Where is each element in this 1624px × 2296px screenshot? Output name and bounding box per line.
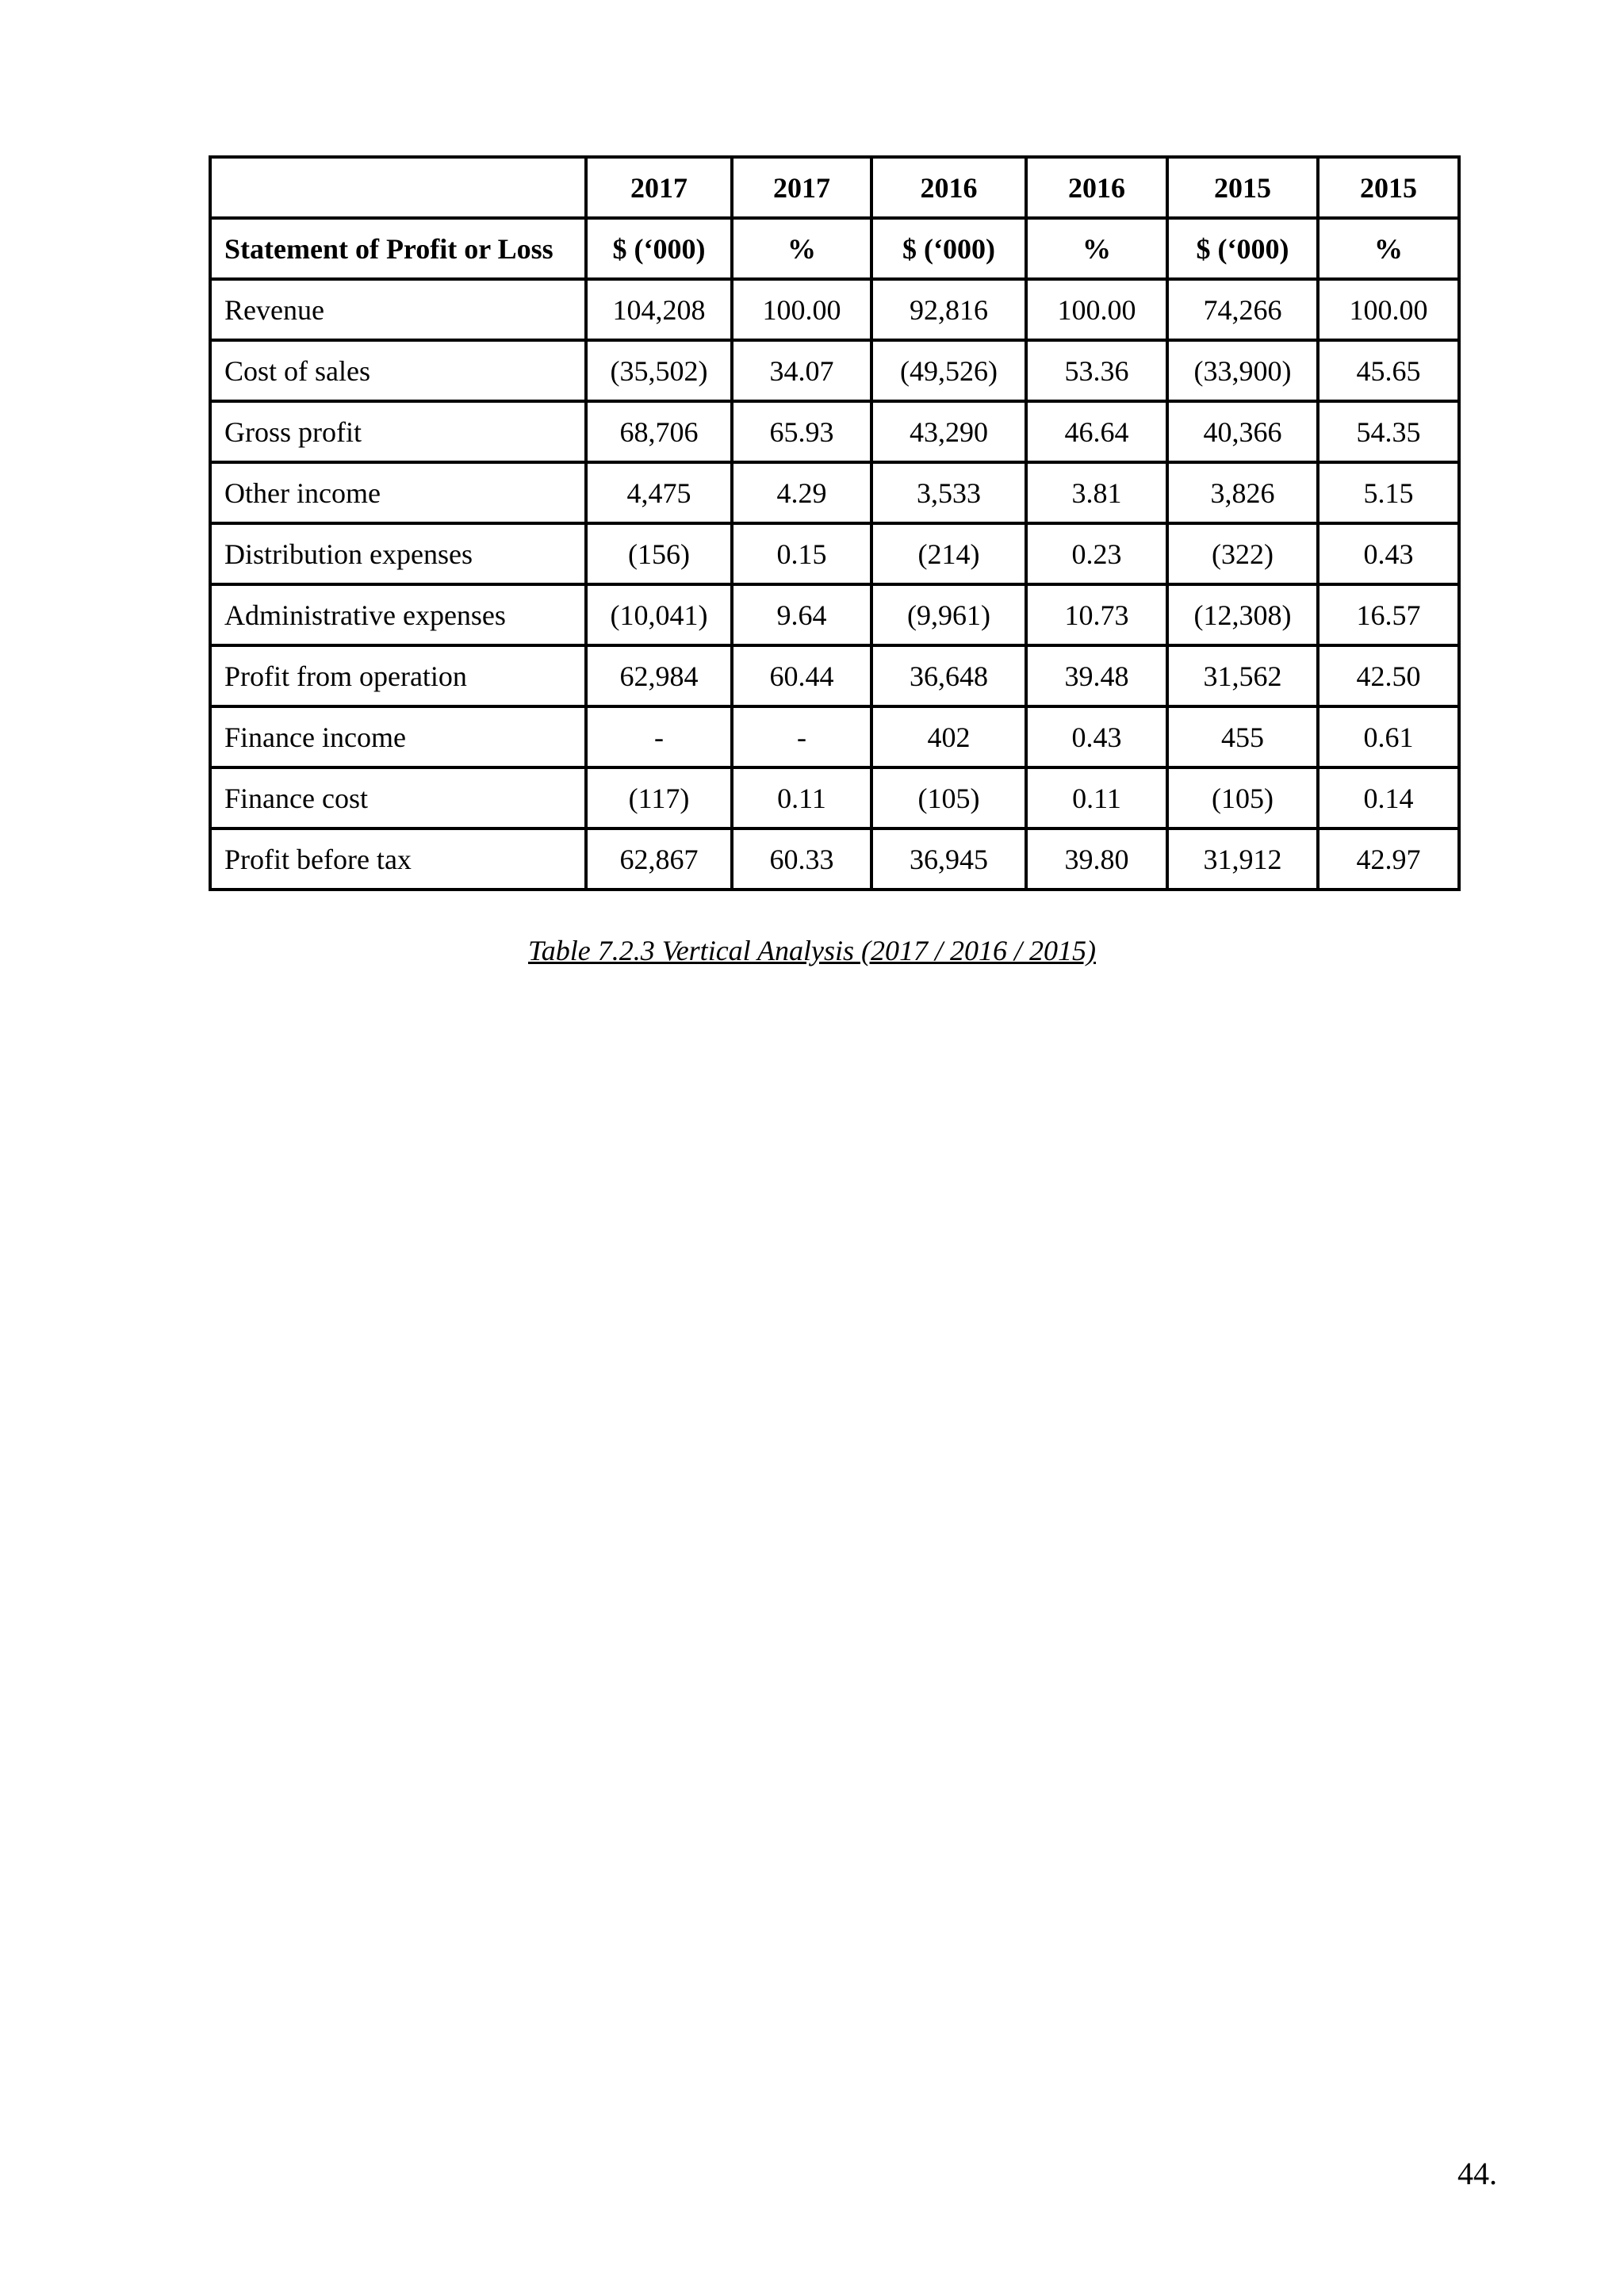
table-cell: 60.33 (732, 828, 871, 890)
row-label: Profit before tax (210, 828, 586, 890)
table-cell: (156) (586, 523, 732, 584)
header-cell: 2015 (1167, 157, 1318, 218)
table-cell: 0.11 (732, 767, 871, 828)
table-cell: 100.00 (1318, 279, 1459, 340)
table-caption: Table 7.2.3 Vertical Analysis (2017 / 2016 / 2015) (528, 935, 1096, 966)
table-body (210, 157, 1459, 890)
table-cell: 0.61 (1318, 706, 1459, 767)
row-label: Finance cost (210, 767, 586, 828)
unit-header-row (210, 218, 1459, 279)
table-cell: 100.00 (1026, 279, 1167, 340)
table-cell: 92,816 (871, 279, 1026, 340)
table-row (210, 645, 1459, 706)
table-cell: 74,266 (1167, 279, 1318, 340)
row-label: Profit from operation (210, 645, 586, 706)
header-cell: % (1026, 218, 1167, 279)
table-cell: 4,475 (586, 462, 732, 523)
header-cell: 2017 (732, 157, 871, 218)
table-cell: 45.65 (1318, 340, 1459, 401)
table-cell: 62,867 (586, 828, 732, 890)
table-row (210, 828, 1459, 890)
table-cell: 104,208 (586, 279, 732, 340)
table-row (210, 340, 1459, 401)
table-cell: - (732, 706, 871, 767)
table-cell: 68,706 (586, 401, 732, 462)
header-cell: 2017 (586, 157, 732, 218)
table-cell: 3,533 (871, 462, 1026, 523)
table-row (210, 462, 1459, 523)
row-label: Revenue (210, 279, 586, 340)
header-cell: % (732, 218, 871, 279)
table-cell: 36,648 (871, 645, 1026, 706)
table-cell: 39.48 (1026, 645, 1167, 706)
table-cell: 39.80 (1026, 828, 1167, 890)
header-cell: % (1318, 218, 1459, 279)
header-cell: $ (‘000) (1167, 218, 1318, 279)
table-cell: (9,961) (871, 584, 1026, 645)
table-cell: (12,308) (1167, 584, 1318, 645)
header-cell: 2015 (1318, 157, 1459, 218)
table-cell: 0.43 (1318, 523, 1459, 584)
table-cell: 455 (1167, 706, 1318, 767)
row-label: Cost of sales (210, 340, 586, 401)
row-label: Administrative expenses (210, 584, 586, 645)
table-cell: 4.29 (732, 462, 871, 523)
page-number: 44. (1457, 2156, 1497, 2191)
table-cell: 43,290 (871, 401, 1026, 462)
table-cell: 402 (871, 706, 1026, 767)
table-row (210, 401, 1459, 462)
table-cell: 0.14 (1318, 767, 1459, 828)
table-cell: 5.15 (1318, 462, 1459, 523)
table-cell: (105) (871, 767, 1026, 828)
table-cell: 36,945 (871, 828, 1026, 890)
table-cell: 0.43 (1026, 706, 1167, 767)
table-cell: 100.00 (732, 279, 871, 340)
table-cell: 46.64 (1026, 401, 1167, 462)
table-cell: 10.73 (1026, 584, 1167, 645)
table-cell: 9.64 (732, 584, 871, 645)
table-cell: 53.36 (1026, 340, 1167, 401)
table-cell: 60.44 (732, 645, 871, 706)
row-label: Gross profit (210, 401, 586, 462)
table-cell: (322) (1167, 523, 1318, 584)
table-cell: 16.57 (1318, 584, 1459, 645)
table-cell: 31,912 (1167, 828, 1318, 890)
table-cell: 0.11 (1026, 767, 1167, 828)
table-row (210, 706, 1459, 767)
table-cell: 40,366 (1167, 401, 1318, 462)
table-cell: (105) (1167, 767, 1318, 828)
table-cell: 42.50 (1318, 645, 1459, 706)
table-cell: 62,984 (586, 645, 732, 706)
table-cell: 42.97 (1318, 828, 1459, 890)
header-cell: 2016 (1026, 157, 1167, 218)
table-row (210, 584, 1459, 645)
table-cell: (117) (586, 767, 732, 828)
header-cell: $ (‘000) (586, 218, 732, 279)
table-cell: 3,826 (1167, 462, 1318, 523)
table-cell: 0.23 (1026, 523, 1167, 584)
table-row (210, 279, 1459, 340)
year-header-row (210, 157, 1459, 218)
header-cell (210, 157, 586, 218)
header-cell: 2016 (871, 157, 1026, 218)
table-cell: (214) (871, 523, 1026, 584)
table-cell: - (586, 706, 732, 767)
table-cell: (35,502) (586, 340, 732, 401)
table-cell: (33,900) (1167, 340, 1318, 401)
table-cell: 54.35 (1318, 401, 1459, 462)
table-cell: 0.15 (732, 523, 871, 584)
table-cell: 65.93 (732, 401, 871, 462)
table-cell: (49,526) (871, 340, 1026, 401)
table-cell: (10,041) (586, 584, 732, 645)
vertical-analysis-table (209, 155, 1461, 891)
row-label: Finance income (210, 706, 586, 767)
row-label: Other income (210, 462, 586, 523)
table-cell: 31,562 (1167, 645, 1318, 706)
header-cell: $ (‘000) (871, 218, 1026, 279)
table-row (210, 523, 1459, 584)
table-cell: 3.81 (1026, 462, 1167, 523)
table-cell: 34.07 (732, 340, 871, 401)
header-cell: Statement of Profit or Loss (210, 218, 586, 279)
table-row (210, 767, 1459, 828)
row-label: Distribution expenses (210, 523, 586, 584)
